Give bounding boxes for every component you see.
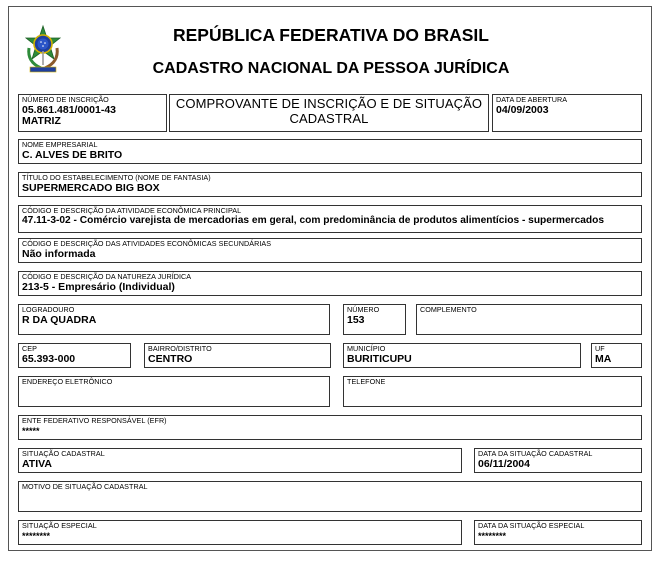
field-uf <box>591 343 642 368</box>
field-value: ******** <box>22 531 51 541</box>
field-label: UF <box>595 344 605 353</box>
page-title: REPÚBLICA FEDERATIVA DO BRASIL <box>173 25 489 45</box>
field-complemento <box>416 304 642 335</box>
field-municipio <box>343 343 581 368</box>
field-label: DATA DA SITUAÇÃO ESPECIAL <box>478 521 585 530</box>
field-label: CEP <box>22 344 37 353</box>
field-value: BURITICUPU <box>347 353 412 365</box>
field-logradouro <box>18 304 330 335</box>
field-cep <box>18 343 131 368</box>
field-situacao-cadastral <box>18 448 462 473</box>
field-value: 213-5 - Empresário (Individual) <box>22 281 175 293</box>
field-label: CÓDIGO E DESCRIÇÃO DAS ATIVIDADES ECONÔMICAS SECUNDÁRIAS <box>22 239 272 248</box>
field-endereco-eletronico <box>18 376 330 407</box>
field-value: ***** <box>22 426 40 436</box>
field-label: COMPLEMENTO <box>420 305 477 314</box>
field-label: BAIRRO/DISTRITO <box>148 344 212 353</box>
comprovante-title-line1: COMPROVANTE DE INSCRIÇÃO E DE SITUAÇÃO <box>175 96 483 111</box>
field-label: CÓDIGO E DESCRIÇÃO DA NATUREZA JURÍDICA <box>22 272 192 281</box>
field-efr <box>18 415 642 440</box>
field-label: DATA DA SITUAÇÃO CADASTRAL <box>478 449 593 458</box>
field-value: 05.861.481/0001-43 <box>22 104 117 116</box>
field-titulo-estabelecimento <box>18 172 642 197</box>
field-value: ******** <box>478 531 507 541</box>
field-label: NOME EMPRESARIAL <box>22 140 98 149</box>
field-label: TELEFONE <box>347 377 386 386</box>
cnpj-document <box>8 6 652 551</box>
field-label: DATA DE ABERTURA <box>496 95 568 104</box>
field-value: C. ALVES DE BRITO <box>22 149 123 161</box>
field-value-secondary: MATRIZ <box>22 115 61 127</box>
field-label: TÍTULO DO ESTABELECIMENTO (NOME DE FANTASIA) <box>22 173 211 182</box>
field-situacao-especial <box>18 520 462 545</box>
field-label: MOTIVO DE SITUAÇÃO CADASTRAL <box>22 482 148 491</box>
field-value: 06/11/2004 <box>478 458 530 470</box>
page-subtitle: CADASTRO NACIONAL DA PESSOA JURÍDICA <box>152 60 510 77</box>
field-atividades-secundarias <box>18 238 642 263</box>
field-value: MA <box>595 353 612 365</box>
comprovante-title-box <box>169 94 489 132</box>
field-bairro <box>144 343 331 368</box>
field-label: LOGRADOURO <box>22 305 75 314</box>
field-value: 153 <box>347 314 365 326</box>
field-value: ATIVA <box>22 458 52 470</box>
field-numero-inscricao <box>18 94 167 132</box>
field-data-situacao-cadastral <box>474 448 642 473</box>
field-motivo-situacao <box>18 481 642 512</box>
field-nome-empresarial <box>18 139 642 164</box>
field-label: SITUAÇÃO CADASTRAL <box>22 449 105 458</box>
field-value: 65.393-000 <box>22 353 76 365</box>
field-natureza-juridica <box>18 271 642 296</box>
field-label: SITUAÇÃO ESPECIAL <box>22 521 97 530</box>
field-value: CENTRO <box>148 353 193 365</box>
field-data-situacao-especial <box>474 520 642 545</box>
field-data-abertura <box>492 94 642 132</box>
field-label: ENDEREÇO ELETRÔNICO <box>22 377 113 386</box>
field-label: ENTE FEDERATIVO RESPONSÁVEL (EFR) <box>22 416 167 425</box>
field-label: MUNICÍPIO <box>347 344 386 353</box>
field-label: NÚMERO <box>347 305 380 314</box>
field-value: Não informada <box>22 248 96 260</box>
field-label: NÚMERO DE INSCRIÇÃO <box>22 95 109 104</box>
field-value: SUPERMERCADO BIG BOX <box>22 182 160 194</box>
field-telefone <box>343 376 642 407</box>
field-value: R DA QUADRA <box>22 314 97 326</box>
field-atividade-principal <box>18 205 642 233</box>
field-value: 47.11-3-02 - Comércio varejista de mercadorias em geral, com predominância de produtos alimentícios - supermercados <box>22 215 605 226</box>
comprovante-title-line2: CADASTRAL <box>289 111 369 126</box>
field-value: 04/09/2003 <box>496 104 549 116</box>
field-label: CÓDIGO E DESCRIÇÃO DA ATIVIDADE ECONÔMICA PRINCIPAL <box>22 206 242 215</box>
field-numero <box>343 304 406 335</box>
